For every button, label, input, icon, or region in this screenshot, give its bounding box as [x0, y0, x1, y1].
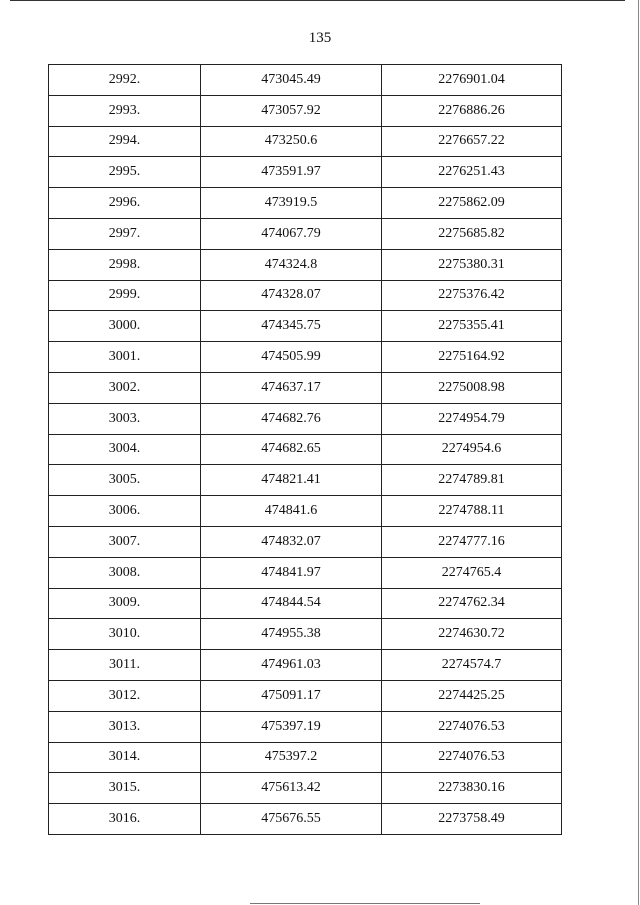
point-number-cell: 3004. — [49, 434, 201, 465]
point-number-cell: 3005. — [49, 465, 201, 496]
table-row — [49, 742, 562, 773]
x-coordinate-cell: 474821.41 — [201, 465, 382, 496]
x-coordinate-cell: 474328.07 — [201, 280, 382, 311]
x-coordinate-cell: 474682.65 — [201, 434, 382, 465]
scan-edge-right — [638, 0, 639, 905]
table-row — [49, 372, 562, 403]
y-coordinate-cell: 2274762.34 — [382, 588, 562, 619]
x-coordinate-cell: 473045.49 — [201, 65, 382, 96]
table-row — [49, 434, 562, 465]
y-coordinate-cell: 2275355.41 — [382, 311, 562, 342]
table-row — [49, 804, 562, 835]
point-number-cell: 2995. — [49, 157, 201, 188]
table-row — [49, 650, 562, 681]
point-number-cell: 3014. — [49, 742, 201, 773]
x-coordinate-cell: 475676.55 — [201, 804, 382, 835]
table-row — [49, 188, 562, 219]
table-row — [49, 342, 562, 373]
x-coordinate-cell: 475091.17 — [201, 680, 382, 711]
y-coordinate-cell: 2275164.92 — [382, 342, 562, 373]
scan-edge-bottom — [250, 903, 480, 904]
table-row — [49, 496, 562, 527]
x-coordinate-cell: 473250.6 — [201, 126, 382, 157]
y-coordinate-cell: 2274788.11 — [382, 496, 562, 527]
table-row — [49, 526, 562, 557]
y-coordinate-cell: 2274425.25 — [382, 680, 562, 711]
y-coordinate-cell: 2273758.49 — [382, 804, 562, 835]
x-coordinate-cell: 474637.17 — [201, 372, 382, 403]
y-coordinate-cell: 2275380.31 — [382, 249, 562, 280]
point-number-cell: 3008. — [49, 557, 201, 588]
table-row — [49, 311, 562, 342]
point-number-cell: 3013. — [49, 711, 201, 742]
x-coordinate-cell: 474505.99 — [201, 342, 382, 373]
y-coordinate-cell: 2274076.53 — [382, 711, 562, 742]
point-number-cell: 3003. — [49, 403, 201, 434]
table-row — [49, 126, 562, 157]
point-number-cell: 3007. — [49, 526, 201, 557]
table-row — [49, 619, 562, 650]
point-number-cell: 2999. — [49, 280, 201, 311]
point-number-cell: 2994. — [49, 126, 201, 157]
x-coordinate-cell: 474345.75 — [201, 311, 382, 342]
table-row — [49, 588, 562, 619]
table-row — [49, 218, 562, 249]
point-number-cell: 3000. — [49, 311, 201, 342]
point-number-cell: 2998. — [49, 249, 201, 280]
x-coordinate-cell: 473057.92 — [201, 95, 382, 126]
y-coordinate-cell: 2275008.98 — [382, 372, 562, 403]
y-coordinate-cell: 2275862.09 — [382, 188, 562, 219]
x-coordinate-cell: 475397.2 — [201, 742, 382, 773]
y-coordinate-cell: 2276251.43 — [382, 157, 562, 188]
y-coordinate-cell: 2276886.26 — [382, 95, 562, 126]
x-coordinate-cell: 475397.19 — [201, 711, 382, 742]
table-row — [49, 773, 562, 804]
y-coordinate-cell: 2274789.81 — [382, 465, 562, 496]
point-number-cell: 3011. — [49, 650, 201, 681]
table-row — [49, 95, 562, 126]
table-row — [49, 65, 562, 96]
x-coordinate-cell: 474324.8 — [201, 249, 382, 280]
point-number-cell: 3009. — [49, 588, 201, 619]
table-row — [49, 280, 562, 311]
y-coordinate-cell: 2274777.16 — [382, 526, 562, 557]
y-coordinate-cell: 2275376.42 — [382, 280, 562, 311]
y-coordinate-cell: 2273830.16 — [382, 773, 562, 804]
table-row — [49, 249, 562, 280]
scan-edge-top — [10, 0, 625, 1]
y-coordinate-cell: 2274954.79 — [382, 403, 562, 434]
table-row — [49, 557, 562, 588]
x-coordinate-cell: 473919.5 — [201, 188, 382, 219]
point-number-cell: 2997. — [49, 218, 201, 249]
point-number-cell: 2996. — [49, 188, 201, 219]
x-coordinate-cell: 474844.54 — [201, 588, 382, 619]
x-coordinate-cell: 474955.38 — [201, 619, 382, 650]
point-number-cell: 3016. — [49, 804, 201, 835]
x-coordinate-cell: 474961.03 — [201, 650, 382, 681]
x-coordinate-cell: 474841.6 — [201, 496, 382, 527]
table-row — [49, 157, 562, 188]
y-coordinate-cell: 2274076.53 — [382, 742, 562, 773]
point-number-cell: 3002. — [49, 372, 201, 403]
x-coordinate-cell: 474682.76 — [201, 403, 382, 434]
point-number-cell: 3012. — [49, 680, 201, 711]
x-coordinate-cell: 475613.42 — [201, 773, 382, 804]
y-coordinate-cell: 2276901.04 — [382, 65, 562, 96]
x-coordinate-cell: 474832.07 — [201, 526, 382, 557]
point-number-cell: 3001. — [49, 342, 201, 373]
table-row — [49, 403, 562, 434]
table-row — [49, 680, 562, 711]
coordinates-table — [48, 64, 562, 835]
table-row — [49, 465, 562, 496]
y-coordinate-cell: 2274954.6 — [382, 434, 562, 465]
y-coordinate-cell: 2274574.7 — [382, 650, 562, 681]
x-coordinate-cell: 473591.97 — [201, 157, 382, 188]
y-coordinate-cell: 2274765.4 — [382, 557, 562, 588]
point-number-cell: 2992. — [49, 65, 201, 96]
y-coordinate-cell: 2274630.72 — [382, 619, 562, 650]
x-coordinate-cell: 474841.97 — [201, 557, 382, 588]
point-number-cell: 2993. — [49, 95, 201, 126]
y-coordinate-cell: 2275685.82 — [382, 218, 562, 249]
x-coordinate-cell: 474067.79 — [201, 218, 382, 249]
point-number-cell: 3006. — [49, 496, 201, 527]
y-coordinate-cell: 2276657.22 — [382, 126, 562, 157]
point-number-cell: 3010. — [49, 619, 201, 650]
point-number-cell: 3015. — [49, 773, 201, 804]
coordinates-table-body — [49, 65, 562, 835]
table-row — [49, 711, 562, 742]
page-number: 135 — [308, 30, 332, 46]
